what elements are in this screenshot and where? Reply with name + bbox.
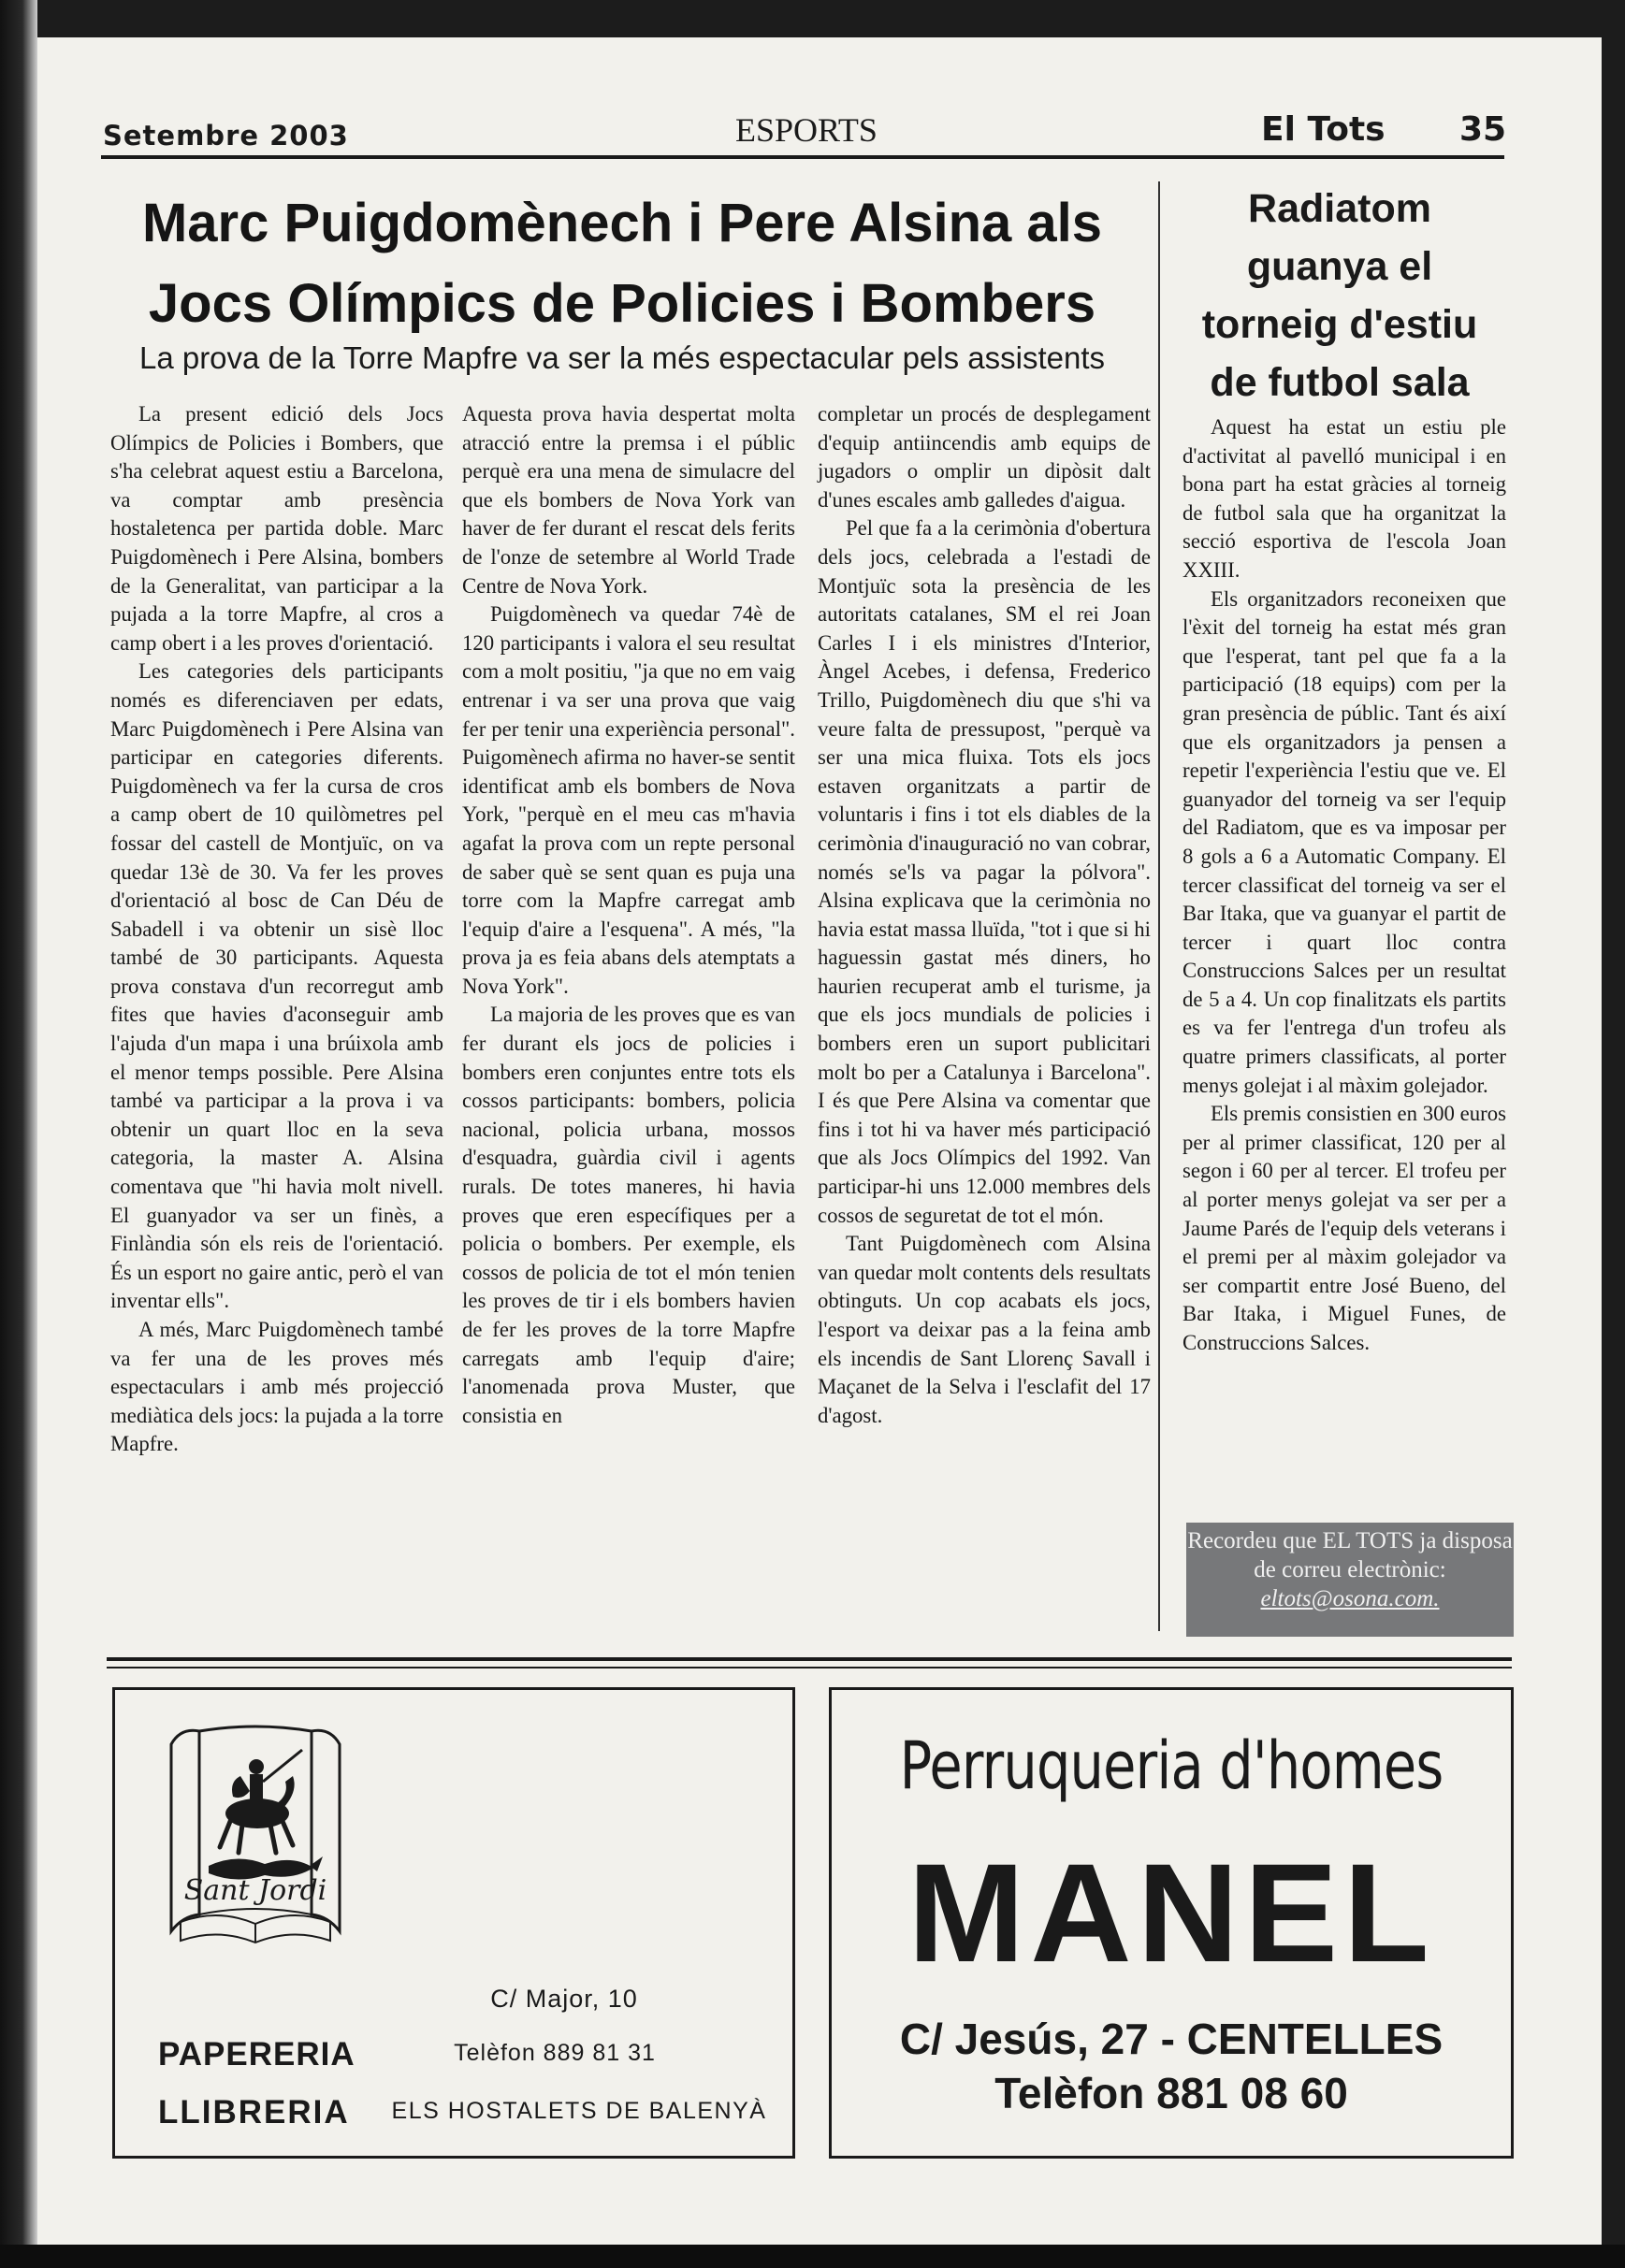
- paragraph: Pel que fa a la cerimònia d'obertura dels jocs, celebrada a l'estadi de Montjuïc sota la presència de les autoritats catalanes, SM el rei Joan Carles I i els ministres d'Interior, Àngel Acebes, i defensa, Frederico Trillo, Puigdomènech diu que s'hi va veure falta de pressupost, "perquè va ser una mica fluixa. Tots els jocs estaven organitzats a partir de voluntaris i fins i tot els diables de la cerimònia d'inauguració no van cobrar, només se'ls va pagar la pólvora". Alsina explicava que la cerimònia no havia estat massa lluïda, "tot i que si hi haguessin gastat més diners, ho haurien recuperat amb el turisme, ja que els jocs mundials de policies i bombers eren un suport publicitari molt bo per a Catalunya i Barcelona". I és que Pere Alsina va comentar que fins i tot hi va haver més participació que als Jocs Olímpics del 1992. Van participar-hi uns 12.000 membres dels cossos de seguretat de tot el món.: [818, 516, 1151, 1227]
- perruqueria-address: C/ Jesús, 27 - CENTELLES: [899, 2015, 1444, 2063]
- paragraph: La majoria de les proves que es van fer durant els jocs de policies i bombers eren conjuntes entre tots els cossos participants: bombers, policia nacional, policia urbana, mossos d'esquadra, guàrdia civil i agents rurals. De totes maneres, hi havia proves que eren específiques per a policia o bombers. Per exemple, els cossos de policia de tot el món tenien les proves de tir i els bombers havien de fer les proves de la torre Mapfre carregats amb l'equip d'aire; l'anomenada prova Muster, que consistia en: [462, 1003, 796, 1427]
- page-number: 35: [1459, 110, 1507, 149]
- paragraph: Les categories dels participants només es diferenciaven per edats, Marc Puigdomènech i Pere Alsina van participar en categories diferents. Puigdomènech va fer la cursa de cros a camp obert de 10 quilòmetres pel fossar del castell de Montjuïc, on va quedar 13è de 30. Va fer les proves d'orientació al bosc de Can Déu de Sabadell i va obtenir un sisè lloc també de 30 participants. Aquesta prova constava d'un recorregut amb fites que havies d'aconseguir amb l'ajuda d'un mapa i una brúixola amb el menor temps possible. Pere Alsina també va participar a la prova i va obtenir un quart lloc en la seva categoria, la master A. Alsina comentava que "hi havia molt nivell. El guanyador va ser un finès, a Finlàndia són els reis de l'orientació. És un esport no gaire antic, però el van inventar ells".: [110, 659, 443, 1313]
- scan-edge: [0, 2245, 1625, 2268]
- article-column-1: [110, 400, 443, 1459]
- book-spine: [0, 0, 37, 2268]
- email-address: eltots@osona.com.: [1260, 1586, 1440, 1611]
- sidebar-headline-line: de futbol sala: [1210, 360, 1470, 405]
- article-subheadline: La prova de la Torre Mapfre va ser la més espectacular pels assistents: [138, 340, 1106, 375]
- sant-jordi-logo-icon: [152, 1716, 358, 1950]
- papereria-town: ELS HOSTALETS DE BALENYÀ: [391, 2098, 767, 2124]
- publication-name: El Tots: [1261, 110, 1386, 149]
- ads-separator-thin: [107, 1667, 1512, 1668]
- headline-line-1: Marc Puigdomènech i Pere Alsina als: [141, 193, 1103, 253]
- logo-lettering: Sant Jordi: [183, 1874, 327, 1907]
- paragraph: Els premis consistien en 300 euros per al primer classificat, 120 per al segon i 60 per al tercer. El trofeu per al porter menys golejat va ser per a Jaume Parés de l'equip dels veterans i el premi per al màxim golejador va ser compartit entre José Bueno, del Bar Itaka, i Miguel Funes, de Construccions Salces.: [1182, 1102, 1506, 1354]
- paragraph: Aquest ha estat un estiu ple d'activitat al pavelló municipal i en bona part ha estat gràcies al torneig de futbol sala que ha organitzat la secció esportiva de l'escola Joan XXIII.: [1182, 415, 1506, 582]
- ads-separator-thick: [107, 1657, 1512, 1661]
- perruqueria-phone: Telèfon 881 08 60: [994, 2069, 1348, 2117]
- paragraph: completar un procés de desplegament d'equip antiincendis amb equips de jugadors o omplir un dipòsit dalt d'unes escales amb galledes d'aigua.: [818, 402, 1151, 512]
- sidebar-headline-line: Radiatom: [1248, 186, 1431, 231]
- article-column-2: [462, 400, 795, 1430]
- perruqueria-title: Perruqueria d'homes: [899, 1727, 1444, 1804]
- paragraph: La present edició dels Jocs Olímpics de Policies i Bombers, que s'ha celebrat aquest estiu a Barcelona, va comptar amb presència hostaletenca per partida doble. Marc Puigdomènech i Pere Alsina, bombers de la Generalitat, van participar a la pujada a la torre Mapfre, al cros a camp obert i a les proves d'orientació.: [110, 402, 443, 655]
- section-name: ESPORTS: [735, 111, 878, 149]
- papereria-label: PAPERERIA: [158, 2036, 355, 2073]
- sidebar-headline-line: torneig d'estiu: [1201, 302, 1478, 347]
- paragraph: A més, Marc Puigdomènech també va fer una de les proves més espectaculars i amb més projecció mediàtica dels jocs: la pujada a la torre Mapfre.: [110, 1318, 443, 1456]
- article-column-3: [818, 400, 1151, 1430]
- sidebar-headline: [1181, 180, 1499, 412]
- headline-line-2: Jocs Olímpics de Policies i Bombers: [148, 273, 1096, 334]
- email-notice-text: Recordeu que EL TOTS ja disposa de correu electrònic:: [1187, 1528, 1513, 1582]
- article-headline: [103, 183, 1141, 344]
- sidebar-body: [1182, 413, 1506, 1358]
- email-notice-box: [1186, 1523, 1514, 1637]
- ad-perruqueria: [829, 1687, 1514, 2159]
- sidebar-headline-line: guanya el: [1246, 244, 1433, 289]
- perruqueria-name: MANEL: [907, 1834, 1435, 1991]
- papereria-address: C/ Major, 10: [490, 1985, 638, 2013]
- issue-date: Setembre 2003: [103, 120, 349, 152]
- paragraph: Aquesta prova havia despertat molta atracció entre la premsa i el públic perquè era una mena de simulacre del que els bombers de Nova York van haver de fer durant el rescat dels ferits de l'onze de setembre al World Trade Centre de Nova York.: [462, 402, 795, 598]
- papereria-phone: Telèfon 889 81 31: [454, 2040, 656, 2066]
- sant-jordi-logo: [152, 1716, 358, 1950]
- ad-papereria: [112, 1687, 795, 2159]
- header-rule: [101, 155, 1504, 159]
- column-divider: [1158, 181, 1160, 1631]
- paragraph: Puigdomènech va quedar 74è de 120 participants i valora el seu resultat com a molt positiu, "ja que no em vaig entrenar i va ser una prova que vaig fer per tenir una experiència personal". Puigomènech afirma no haver-se sentit identificat amb els bombers de Nova York, "perquè en el meu cas m'havia agafat la prova com un repte personal de saber què se sent quan es puja una torre com la Mapfre carregat amb l'equip d'aire a l'esquena". A més, "la prova ja es feia abans dels atemptats a Nova York".: [462, 602, 795, 998]
- llibreria-label: LLIBRERIA: [158, 2094, 350, 2131]
- paragraph: Tant Puigdomènech com Alsina van quedar molt contents dels resultats obtinguts. Un cop acabats els jocs, l'esport va deixar pas a la feina amb els incendis de Sant Llorenç Savall i Maçanet de la Selva i l'esclafit del 17 d'agost.: [818, 1232, 1151, 1427]
- paragraph: Els organitzadors reconeixen que l'èxit del torneig ha estat més gran que l'esperat, tant pel que fa a la participació (18 equips) com per la gran presència de públic. Tant és així que els organitzadors ja pensen a repetir l'experiència l'estiu que ve. El guanyador del torneig va ser l'equip del Radiatom, que es va imposar per 8 gols a 6 a Automatic Company. El tercer classificat del torneig va ser el Bar Itaka, que va guanyar el partit de tercer i quart lloc contra Construccions Salces per un resultat de 5 a 4. Un cop finalitzats els partits es va fer l'entrega d'un trofeu als quatre primers classificats, al porter menys golejat i al màxim golejador.: [1182, 586, 1506, 1097]
